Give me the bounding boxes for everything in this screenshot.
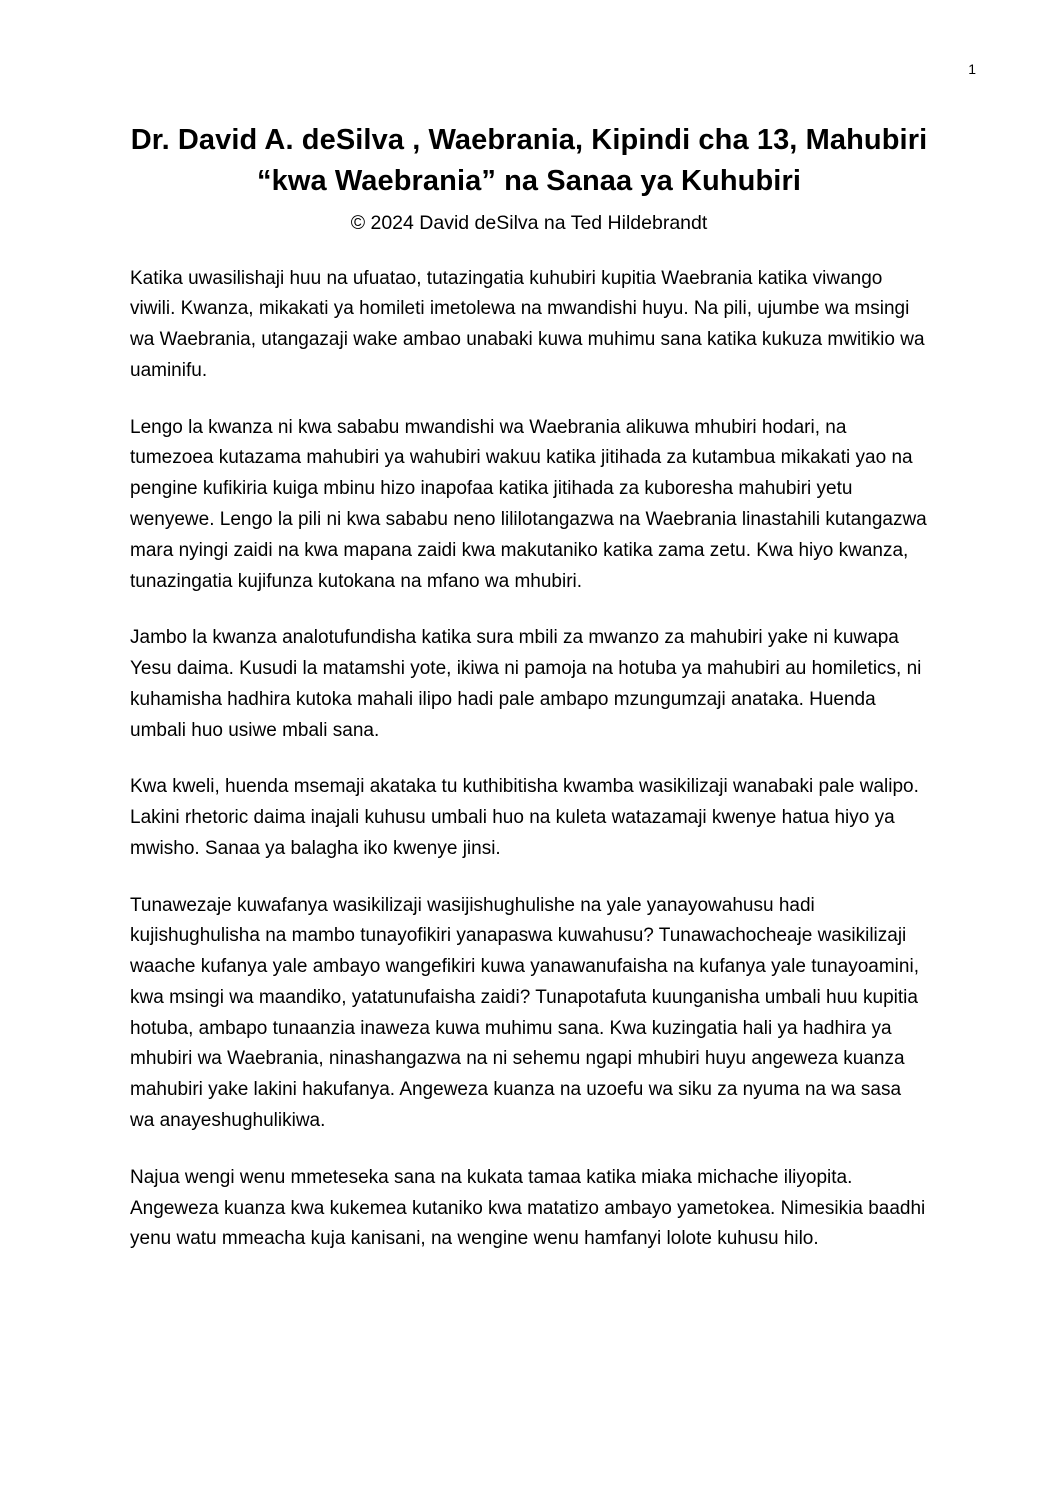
document-content xyxy=(130,120,928,1255)
page-title: Dr. David A. deSilva , Waebrania, Kipindi cha 13, Mahubiri “kwa Waebrania” na Sanaa ya Kuhubiri xyxy=(130,124,928,198)
page-number: 1 xyxy=(968,61,976,77)
paragraph: Kwa kweli, huenda msemaji akataka tu kuthibitisha kwamba wasikilizaji wanabaki pale walipo. Lakini rhetoric daima inajali kuhusu umbali huo na kuleta watazamaji kwenye hatua hiyo ya mwisho. Sanaa ya balagha iko kwenye jinsi. xyxy=(130,776,919,859)
copyright-line: © 2024 David deSilva na Ted Hildebrandt xyxy=(350,212,708,235)
paragraph: Najua wengi wenu mmeteseka sana na kukata tamaa katika miaka michache iliyopita. Angeweza kuanza kwa kukemea kutaniko kwa matatizo ambayo yametokea. Nimesikia baadhi yenu watu mmeacha kuja kanisani, na wengine wenu hamfanyi lolote kuhusu hilo. xyxy=(130,1166,926,1250)
paragraph: Jambo la kwanza analotufundisha katika sura mbili za mwanzo za mahubiri yake ni kuwapa Yesu daima. Kusudi la matamshi yote, ikiwa ni pamoja na hotuba ya mahubiri au homiletics, ni kuhamisha hadhira kutoka mahali ilipo hadi pale ambapo mzungumzaji anataka. Huenda umbali huo usiwe mbali sana. xyxy=(130,627,922,741)
paragraph: Lengo la kwanza ni kwa sababu mwandishi wa Waebrania alikuwa mhubiri hodari, na tumezoea kutazama mahubiri ya wahubiri wakuu katika jitihada za kutambua mikakati yao na pengine kufikiria kuiga mbinu hizo inapofaa katika jitihada za kuboresha mahubiri yetu wenyewe. Lengo la pili ni kwa sababu neno lililotangazwa na Waebrania linastahili kutangazwa mara nyingi zaidi na kwa mapana zaidi kwa makutaniko katika zama zetu. Kwa hiyo kwanza, tunazingatia kujifunza kutokana na mfano wa mhubiri. xyxy=(130,416,927,592)
paragraph: Tunawezaje kuwafanya wasikilizaji wasijishughulishe na yale yanayowahusu hadi kujishughulisha na mambo tunayofikiri yanapaswa kuwahusu? Tunawachocheaje wasikilizaji waache kufanya yale ambayo wangefikiri kuwa yanawanufaisha na kufanya yale tunayoamini, kwa msingi wa maandiko, yatatunufaisha zaidi? Tunapotafuta kuunganisha umbali huu kupitia hotuba, ambapo tunaanzia inaweza kuwa muhimu sana. Kwa kuzingatia hali ya hadhira ya mhubiri wa Waebrania, ninashangazwa na ni sehemu ngapi mhubiri huyu angeweza kuanza mahubiri yake lakini hakufanya. Angeweza kuanza na uzoefu wa siku za nyuma na wa sasa wa anayeshughulikiwa. xyxy=(130,894,919,1132)
paragraph: Katika uwasilishaji huu na ufuatao, tutazingatia kuhubiri kupitia Waebrania katika viwango viwili. Kwanza, mikakati ya homileti imetolewa na mwandishi huyu. Na pili, ujumbe wa msingi wa Waebrania, utangazaji wake ambao unabaki kuwa muhimu sana katika kukuza mwitikio wa uaminifu. xyxy=(130,267,925,381)
